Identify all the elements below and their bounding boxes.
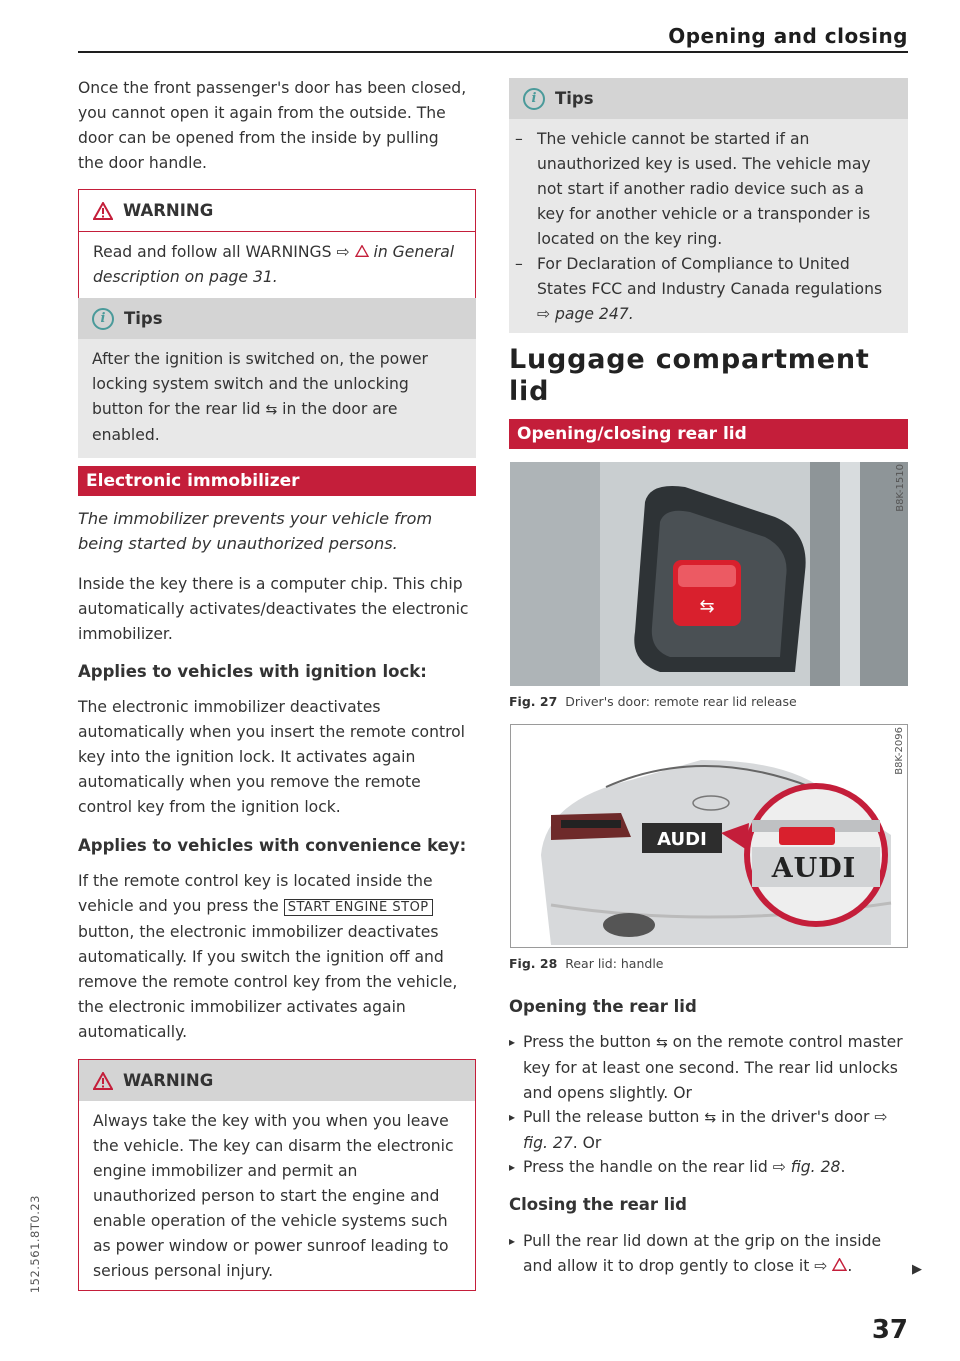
immobilizer-lead: The immobilizer prevents your vehicle from being started by unauthorized persons. — [78, 509, 433, 553]
ignition-lock-paragraph: The electronic immobilizer deactivates automatically when you insert the remote control key into the ignition lock. It activates again automatically when you remove the remote control key from the ignition lock. — [78, 698, 466, 816]
tips-header — [78, 298, 476, 339]
warning-title: WARNING — [123, 201, 214, 220]
figure-28-badge: AUDI — [771, 853, 857, 884]
warning-header — [79, 190, 475, 232]
convenience-text-a: If the remote control key is located inside the vehicle and you press the — [78, 872, 433, 915]
tips-box-key — [509, 78, 908, 333]
warning-box-general — [78, 189, 476, 299]
figure-28-code: B8K-2096 — [894, 727, 905, 775]
step1-text-b: on the remote control master key for at least one second. The rear lid unlocks and opens slightly. Or — [523, 1033, 903, 1102]
heading-convenience-key: Applies to vehicles with convenience key: — [78, 836, 467, 855]
intro-paragraph: Once the front passenger's door has been closed, you cannot open it again from the outside. The door can be opened from the inside by pulling the door handle. — [78, 79, 467, 172]
step-close-rear-lid: ▸ Pull the rear lid down at the grip on the inside and allow it to drop gently to close it ⇨ . — [509, 1229, 908, 1279]
step2-text-b: in the driver's door — [716, 1108, 875, 1126]
tips-text-end: in the door are enabled. — [92, 400, 398, 444]
step3-text-b: . — [840, 1158, 846, 1176]
header-rule — [78, 51, 908, 53]
tips-key-title: Tips — [555, 89, 594, 108]
figure-27-label: Fig. 27 — [509, 694, 558, 709]
figure-28-caption-text: Rear lid: handle — [565, 956, 664, 971]
figure-28-label: Fig. 28 — [509, 956, 558, 971]
info-icon: i — [92, 308, 114, 330]
warning-key-body: Always take the key with you when you leave the vehicle. The key can disarm the electronic engine immobilizer and permit an unauthorized person to start the engine and enable operation of the vehicle systems such as power window or power sunroof leading to serious personal injury. — [93, 1112, 454, 1280]
warning-small-icon — [355, 245, 369, 257]
step-press-handle — [509, 1155, 908, 1180]
rear-lid-icon: ⇆ — [655, 1035, 668, 1051]
tips-body — [78, 339, 476, 458]
section-opening-closing: Opening/closing rear lid — [509, 419, 908, 449]
convenience-text-b: button, the electronic immobilizer deactivates automatically. If you switch the ignition off and remove the remote control key from the vehicle, the electronic immobilizer activates again automatically. — [78, 923, 458, 1041]
warning-icon — [93, 1072, 113, 1090]
warning-small-icon — [832, 1258, 847, 1271]
info-icon: i — [523, 88, 545, 110]
tips-key-header — [509, 78, 908, 119]
immobilizer-paragraph: Inside the key there is a computer chip. This chip automatically activates/deactivates the electronic immobilizer. — [78, 575, 469, 643]
figure-27-door-release — [510, 462, 908, 686]
figure-27-caption-text: Driver's door: remote rear lid release — [565, 694, 797, 709]
start-engine-stop-key: START ENGINE STOP — [284, 899, 433, 916]
warning-icon — [93, 202, 113, 220]
tips-item-fcc — [509, 252, 894, 327]
step2-text-c: . Or — [572, 1134, 602, 1152]
continue-arrow-icon: ▶ — [912, 1262, 922, 1277]
figure-28-rear-lid-handle — [510, 724, 908, 948]
warning-box-key — [78, 1059, 476, 1291]
heading-closing-rear-lid: Closing the rear lid — [509, 1195, 687, 1214]
fig-27-link[interactable]: ⇨ fig. 27 — [523, 1108, 888, 1152]
svg-text:⇆: ⇆ — [699, 596, 715, 617]
step1-text-a: Press the button — [523, 1033, 656, 1051]
convenience-key-paragraph — [78, 869, 472, 1045]
tips-item-unauthorized: – The vehicle cannot be started if an unauthorized key is used. The vehicle may not start if another radio device such as a key for another vehicle or a transponder is located on the key ring. — [509, 127, 894, 252]
tips-box-locking — [78, 298, 476, 458]
section-electronic-immobilizer: Electronic immobilizer — [78, 466, 476, 496]
step3-text-a: Press the handle on the rear lid — [523, 1158, 773, 1176]
step2-text-a: Pull the release button — [523, 1108, 705, 1126]
close-step-text: Pull the rear lid down at the grip on the inside and allow it to drop gently to close it ⇨ — [523, 1232, 882, 1275]
tips-fcc-text: For Declaration of Compliance to United States FCC and Industry Canada regulations — [537, 255, 883, 298]
step-pull-release-button — [509, 1105, 908, 1156]
heading-opening-rear-lid: Opening the rear lid — [509, 997, 697, 1016]
figure-27-caption — [509, 694, 797, 709]
figure-28-caption — [509, 956, 664, 971]
step-press-remote-button — [509, 1030, 908, 1106]
tips-key-body — [509, 119, 908, 333]
warning-link[interactable]: in General description on page 31. — [93, 243, 455, 286]
door-release-illustration — [510, 462, 908, 686]
fig-28-link[interactable]: ⇨ fig. 28 — [772, 1158, 841, 1176]
rear-lid-icon: ⇆ — [704, 1110, 717, 1126]
rear-lid-illustration — [511, 725, 907, 947]
warning-text: Read and follow all WARNINGS ⇨ — [93, 243, 355, 261]
heading-ignition-lock: Applies to vehicles with ignition lock: — [78, 662, 427, 681]
figure-27-code: B8K-1510 — [895, 464, 906, 512]
warning-header-key — [79, 1060, 475, 1101]
warning-key-title: WARNING — [123, 1071, 214, 1090]
document-side-code: 152.561.8T0.23 — [28, 1195, 42, 1294]
tips-title: Tips — [124, 309, 163, 328]
svg-text:AUDI: AUDI — [657, 829, 707, 850]
luggage-compartment-title: Luggage compartment lid — [509, 344, 870, 407]
page-number: 37 — [871, 1315, 908, 1345]
page-247-link[interactable]: ⇨ page 247. — [537, 305, 634, 323]
tips-text: After the ignition is switched on, the power locking system switch and the unlocking button for the rear lid — [92, 350, 428, 418]
page-header-title: Opening and closing — [668, 24, 908, 48]
warning-body — [79, 232, 475, 298]
rear-lid-icon: ⇆ — [265, 402, 278, 418]
